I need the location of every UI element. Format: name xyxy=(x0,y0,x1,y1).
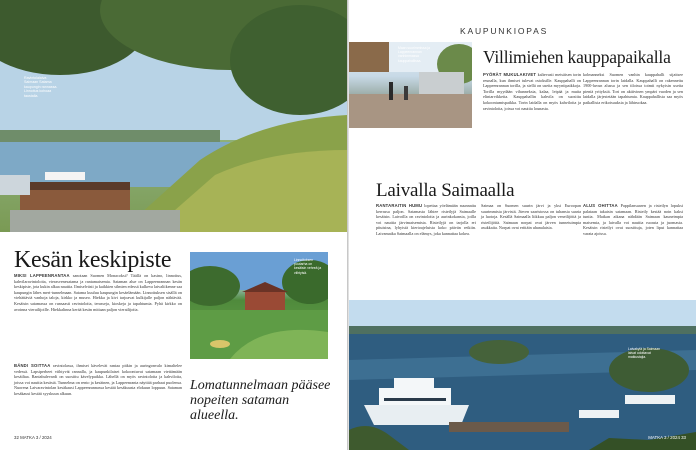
garden-photo xyxy=(190,252,328,359)
lake-caption: Laivakylä ja Saimaan laivat odottavat matkustajia. xyxy=(628,347,661,360)
saimaa-col-3 xyxy=(583,203,683,237)
lake-illustration xyxy=(349,300,696,450)
pull-quote: Lomatunnelmaan pääsee nopeiten sataman alueella. xyxy=(190,378,331,423)
second-body: ravintolassa, ihmiset kävelevät rantaa pitkin ja auringonvalo kimaltelee vedessä. Lapsiperheet viihtyvät rannalla, ja kaupunkilaiset kokoontuvat satamaan viettämään kesäiltaa. Rantabulevardi on suosittu kävelypaikka. Lähellä on myös ravintoloita ja kahviloita, joissa voi nauttia kesästä. Tunnelma on rento ja kesäinen, ja Lappeenranta näyttää parhaat puolensa. Nuorena Laivaravintolan kesäkausi Lappeenrannassa kestää kesäkuusta elokuun loppuun. Sataman kesäkausi kestää syyskuun alkuun. xyxy=(14,363,182,396)
article-title-kesan-keskipiste: Kesän keskipiste xyxy=(14,247,172,273)
second-paragraph xyxy=(14,363,182,397)
intro-body: sanotaan Suomen Monacoksi? Täällä on kasino, linnoitus, kahvilaravintoloita, vierasvenesatama ja rantamaisemia. Sataman alue on Lappeenrannan kesän keskipiste, jota kukin alkaa nauttia. Ilmiselvästi ja kaikkien silmien edessä kulkeva laivaliikenne saa kaupungin lähes meri-tunnelmaan. Satama kuuluu kaupungin kesäelämään. Linnoituksen sisällä on viehättäviä vanhoja taloja, kirkko ja museo. Hiekka ja kivi tarjoavat kulkijalle paljon nähtävää. Kesäisin satamassa on runsaasti ravintoloita, terasseja, kioskeja ja tapahtumia. Pyhä kirkko on avoinna vierailijoille. Hiekkalinna kerää kesän mittaan paljon vierailijoita. xyxy=(14,273,182,312)
saimaa-body-3-lead: ALUS OHITTAA xyxy=(583,203,618,208)
hero-caption: Ravintolalaiva Saimaan Satama kaupungin rannassa. Linnoitus kohoaa taustalla. xyxy=(24,76,58,98)
left-page xyxy=(0,0,347,450)
article-title-laivalla-saimaalla: Laivalla Saimaalla xyxy=(376,180,515,201)
article-title-villimiehen: Villimiehen kauppapaikalla xyxy=(483,47,671,67)
vill-col-1 xyxy=(483,72,581,111)
hero-photo-harbour xyxy=(0,0,347,232)
saimaa-col-1 xyxy=(376,203,476,237)
intro-lead: MIKSI LAPPEENRANTAA xyxy=(14,273,70,278)
garden-caption: Linnoituksen puutarha on kesäisin vehreä ja viihtyisä. xyxy=(294,258,322,275)
second-lead: BÄNDI SOITTAA xyxy=(14,363,51,368)
folio-right: MATKA 3 / 2024 33 xyxy=(648,435,686,440)
vill-col-2: kolmanneksi Suomen vanhin kauppahalli sijaitsee Lappeenrannan torin laidalla. Kauppahalli on rakennettu 1900-luvun alussa ja sen tiloissa toimii nykyisin useita pieniä yrityksiä. Tori on aktiivinen ympäri vuoden ja sen laidalla järjestetään tapahtumia. Kauppahallista saa myös paikallisia erikoisuuksia ja lähiruokaa. xyxy=(583,72,683,105)
harbour-illustration xyxy=(0,0,347,232)
section-tag: KAUPUNKIOPAS xyxy=(460,26,549,36)
saimaa-lead: RANTARAITIN HUMU xyxy=(376,203,423,208)
vill-body-1: kaltevasti metsäisen torin reunalla, kun ihmiset tulevat ostoksille. Kauppahalli on Lappeenrannan torilla, ja siellä on useita myyntipaikkoja. Torilla myydään vihanneksia, kalaa, leipää ja muita elintarvikkeita. Kauppahallin kahvila on suosittu kokoontumispaikka. Torin laidalla on myös kahviloita ja ravintoloita, joissa voi nauttia lounasta. xyxy=(483,72,582,111)
saimaa-col-2: Saimaa on Suomen suurin järvi ja yksi Euroopan suurimmista järvistä. Järven saaristossa on tuhansia saaria ja luotoja. Kesällä Saimaalla liikkuu paljon veneilijöitä ja risteilijöitä. Saimaan norpat ovat järven tunnetuimpia asukkaita. Norpat ovat erittäin uhanalaisia. xyxy=(481,203,581,231)
vill-lead: PYÖRÄT MUKULAKIVET xyxy=(483,72,537,77)
folio-left: 32 MATKA 3 / 2024 xyxy=(14,435,52,440)
saimaa-body-1: lopettaa yöelämään suunnattu kerrassa paljon. Satamasta lähtee risteilyjä Saimaalle kesäisin. Laivoilla on ravintoloita ja aurinkokansia, joilla voi nauttia järvimaisemista. Risteilyjä on tarjolla eri pituisina, lyhyistä kiertoajeluista koko päivän retkiin. Laivamatka Saimaalla on elämys, joka kannattaa kokea. xyxy=(376,203,476,236)
market-caption: Maan suurimmissa ja Lappeenrannan vanhimmassa kauppahallissa. xyxy=(398,46,431,63)
intro-paragraph xyxy=(14,273,182,312)
lake-photo xyxy=(349,300,696,450)
saimaa-body-3: Pappilansaaren ja risteilyn lopuksi palataan takaisin satamaan. Risteily kestää noin kaksi tuntia. Matkan aikana nähdään Saimaan kauneimpia maisemia, ja laivalla voi nauttia ruoasta ja juomasta. Kesäisin risteilyt ovat suosittuja, joten liput kannattaa varata ajoissa. xyxy=(583,203,683,236)
